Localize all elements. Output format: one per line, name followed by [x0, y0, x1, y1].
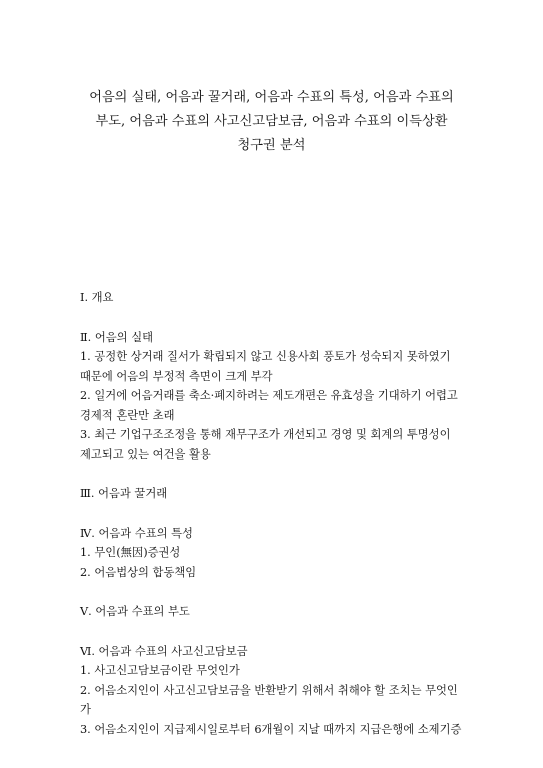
- section-item: 때문에 어음의 부정적 측면이 크게 부각: [80, 369, 273, 383]
- title-line: 어음의 실태, 어음과 꿀거래, 어음과 수표의 특성, 어음과 수표의: [89, 90, 454, 105]
- section-item: 2. 일거에 어음거래를 축소·폐지하려는 제도개편은 유효성을 기대하기 어렵고: [80, 389, 458, 402]
- title-line: 청구권 분석: [237, 138, 306, 153]
- section-item: 1. 무인(無因)증권성: [80, 546, 181, 559]
- section-item: 2. 어음법상의 합동책임: [80, 565, 197, 579]
- section-item: 2. 어음소지인이 사고신고담보금을 반환받기 위해서 취해야 할 조치는 무엇인: [80, 683, 458, 697]
- section-item: 3. 최근 기업구조조정을 통해 재무구조가 개선되고 경영 및 회계의 투명성이: [80, 428, 451, 441]
- title-line: 부도, 어음과 수표의 사고신고담보금, 어음과 수표의 이득상환: [95, 114, 448, 129]
- section-item: 3. 어음소지인이 지급제시일로부터 6개월이 지날 때까지 지급은행에 소제기증: [80, 722, 462, 736]
- section-item: 제고되고 있는 여건을 활용: [80, 447, 211, 461]
- document-title: [40, 86, 503, 158]
- section-heading: Ⅰ. 개요: [80, 291, 114, 304]
- section-heading: Ⅴ. 어음과 수표의 부도: [80, 605, 190, 618]
- section-item: 경제적 혼란만 초래: [80, 408, 175, 422]
- table-of-contents: [80, 288, 480, 739]
- section-item: 1. 사고신고담보금이란 무엇인가: [80, 664, 240, 677]
- section-item: 가: [80, 703, 91, 716]
- section-item: 1. 공정한 상거래 질서가 확립되지 않고 신용사회 풍토가 성숙되지 못하였기: [80, 350, 451, 363]
- section-heading: Ⅳ. 어음과 수표의 특성: [80, 526, 193, 540]
- section-heading: Ⅵ. 어음과 수표의 사고신고담보금: [80, 644, 248, 658]
- section-heading: Ⅲ. 어음과 꿀거래: [80, 487, 168, 500]
- section-heading: Ⅱ. 어음의 실태: [80, 330, 154, 344]
